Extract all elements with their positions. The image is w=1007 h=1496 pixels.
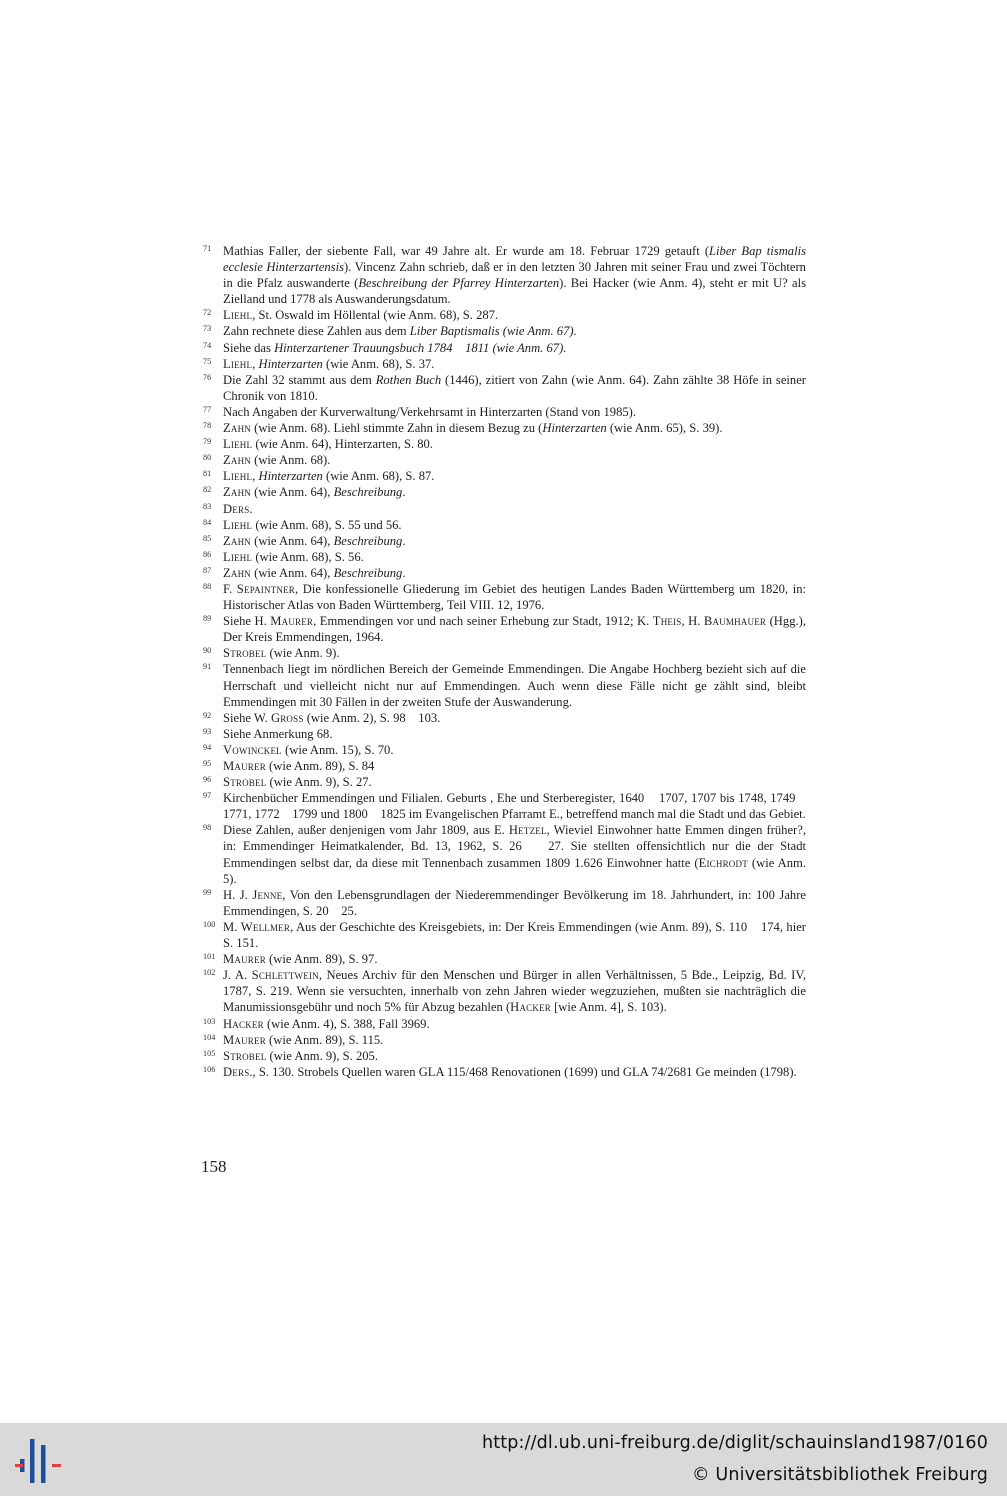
footnote-74 [203, 340, 806, 356]
footnote-text: Ders., S. 130. Strobels Quellen waren GLA 115/468 Renovationen (1699) und GLA 74/2681 Ge meinden (1798). [223, 1064, 797, 1079]
footnote-80 [203, 452, 806, 468]
footnote-number: 105 [203, 1048, 216, 1058]
footnote-72 [203, 307, 806, 323]
footnote-104 [203, 1032, 806, 1048]
footnote-text: Vowinckel (wie Anm. 15), S. 70. [223, 742, 394, 757]
footnote-text: Siehe Anmerkung 68. [223, 726, 333, 741]
footnotes-list [203, 243, 806, 1080]
footnote-number: 93 [203, 726, 212, 736]
footnote-text: Zahn (wie Anm. 64), Beschreibung. [223, 565, 406, 580]
footnote-text: Liehl (wie Anm. 64), Hinterzarten, S. 80. [223, 437, 434, 452]
footnote-71 [203, 243, 806, 307]
footnote-97 [203, 790, 806, 822]
footnote-number: 71 [203, 244, 212, 253]
footnote-88 [203, 581, 806, 613]
footnote-number: 86 [203, 549, 212, 559]
footnote-number: 79 [203, 437, 212, 447]
copyright-text: © Universitätsbibliothek Freiburg [692, 1465, 988, 1485]
footnote-text: Zahn rechnete diese Zahlen aus dem Liber Baptismalis (wie Anm. 67). [223, 324, 577, 339]
footnote-text: Diese Zahlen, außer denjenigen vom Jahr 1809, aus E. Hetzel, Wieviel Einwohner hatte Emmen dingen früher?, in: Emmendinger Heimatkalender, Bd. 13, 1962, S. 26 27. Sie stellten offensichtlich nur die der Stadt Emmendingen selbst dar, da diese mit Tennenbach zusammen 1809 1.626 Einwohner hatte (Eichrodt (wie Anm. 5). [223, 823, 806, 886]
footnote-text: Liehl, Hinterzarten (wie Anm. 68), S. 87. [223, 469, 435, 484]
footnote-106 [203, 1064, 806, 1080]
footnote-number: 98 [203, 823, 212, 833]
footnote-86 [203, 549, 806, 565]
footnote-text: Mathias Faller, der siebente Fall, war 49 Jahre alt. Er wurde am 18. Februar 1729 getauft (Liber Bap tismalis ecclesie Hinterzartensis). Vincenz Zahn schrieb, daß er in den letzten 30 Jahren mit seiner Frau und zwei Töchtern in die Pfalz auswanderte (Beschreibung der Pfarrey Hinterzarten). Bei Hacker (wie Anm. 4), steht er mit U? als Zielland und 1778 als Auswanderungsdatum. [223, 244, 806, 307]
footnote-number: 87 [203, 565, 212, 575]
footnote-text: M. Wellmer, Aus der Geschichte des Kreisgebiets, in: Der Kreis Emmendingen (wie Anm. 89), S. 110 174, hier S. 151. [223, 919, 806, 951]
footnote-number: 99 [203, 887, 212, 897]
footnote-76 [203, 372, 806, 404]
footnote-number: 96 [203, 775, 212, 785]
footnote-number: 83 [203, 501, 212, 511]
footnote-87 [203, 565, 806, 581]
ub-freiburg-logo-icon [12, 1435, 64, 1487]
footnote-number: 73 [203, 324, 212, 334]
footnote-75 [203, 356, 806, 372]
footnote-number: 74 [203, 340, 212, 350]
footnote-text: Hacker (wie Anm. 4), S. 388, Fall 3969. [223, 1016, 430, 1031]
footnote-91 [203, 661, 806, 709]
footnote-text: Siehe das Hinterzartener Trauungsbuch 1784 1811 (wie Anm. 67). [223, 340, 567, 355]
footnote-98 [203, 822, 806, 886]
footnote-102 [203, 967, 806, 1015]
footnote-number: 88 [203, 581, 212, 591]
footnote-99 [203, 887, 806, 919]
footnote-text: Maurer (wie Anm. 89), S. 84 [223, 759, 375, 773]
footnote-number: 104 [203, 1032, 216, 1042]
footnote-text: Zahn (wie Anm. 64), Beschreibung. [223, 485, 406, 500]
footnote-number: 92 [203, 710, 212, 720]
footnote-number: 72 [203, 308, 212, 318]
page-number: 158 [201, 1157, 227, 1176]
footnote-number: 106 [203, 1064, 216, 1074]
footnote-text: Ders. [223, 501, 253, 516]
footnote-text: Kirchenbücher Emmendingen und Filialen. Geburts , Ehe und Sterberegister, 1640 1707, 1707 bis 1748, 1749 1771, 1772 1799 und 1800 1825 im Evangelischen Pfarramt E., betreffend manch mal die Stadt und das Gebiet. [223, 791, 806, 822]
footnote-number: 76 [203, 372, 212, 382]
footnote-73 [203, 323, 806, 339]
footnote-text: Strobel (wie Anm. 9), S. 27. [223, 775, 372, 790]
footnote-number: 78 [203, 421, 212, 431]
footnote-number: 101 [203, 952, 216, 962]
footnote-105 [203, 1048, 806, 1064]
footnote-number: 102 [203, 968, 216, 978]
footnote-number: 95 [203, 759, 212, 768]
footnote-number: 90 [203, 646, 212, 656]
footnote-number: 84 [203, 517, 212, 527]
footnote-text: Zahn (wie Anm. 68). [223, 453, 331, 468]
footnote-89 [203, 613, 806, 645]
footnote-93 [203, 726, 806, 742]
footnote-90 [203, 645, 806, 661]
footnote-text: Nach Angaben der Kurverwaltung/Verkehrsamt in Hinterzarten (Stand von 1985). [223, 404, 637, 419]
footnote-text: Strobel (wie Anm. 9). [223, 646, 340, 661]
footnote-text: Liehl (wie Anm. 68), S. 55 und 56. [223, 517, 402, 532]
footnote-number: 103 [203, 1016, 216, 1026]
footnote-82 [203, 484, 806, 500]
footnote-text: Maurer (wie Anm. 89), S. 97. [223, 952, 378, 967]
footnote-number: 75 [203, 356, 212, 366]
footnote-text: Maurer (wie Anm. 89), S. 115. [223, 1032, 384, 1047]
footnote-text: Liehl, Hinterzarten (wie Anm. 68), S. 37. [223, 356, 435, 371]
footer-bar [0, 1423, 1007, 1496]
footnote-text: Zahn (wie Anm. 68). Liehl stimmte Zahn in diesem Bezug zu (Hinterzarten (wie Anm. 65), S. 39). [223, 421, 723, 436]
footnote-text: Zahn (wie Anm. 64), Beschreibung. [223, 533, 406, 548]
footnote-83 [203, 501, 806, 517]
footnote-text: Siehe W. Gross (wie Anm. 2), S. 98 103. [223, 710, 441, 725]
footnote-101 [203, 951, 806, 967]
footnote-94 [203, 742, 806, 758]
footnote-number: 82 [203, 485, 212, 495]
footnote-number: 80 [203, 453, 212, 463]
footnote-77 [203, 404, 806, 420]
footnote-text: Liehl, St. Oswald im Höllental (wie Anm. 68), S. 287. [223, 308, 499, 323]
footnote-number: 100 [203, 919, 216, 929]
footnote-text: Siehe H. Maurer, Emmendingen vor und nach seiner Erhebung zur Stadt, 1912; K. Theis, H. Baumhauer (Hgg.), Der Kreis Emmendingen, 1964. [223, 614, 806, 645]
footnote-number: 94 [203, 742, 212, 752]
footnote-text: J. A. Schlettwein, Neues Archiv für den Menschen und Bürger in allen Verhältnissen, 5 Bde., Leipzig, Bd. IV, 1787, S. 219. Wenn sie versuchten, innerhalb von zehn Jahren wieder wegzuziehen, mußten sie nachträglich die Manumissionsgebühr und noch 5% für Abzug bezahlen (Hacker [wie Anm. 4], S. 103). [223, 968, 806, 1015]
footnote-85 [203, 533, 806, 549]
footnote-96 [203, 774, 806, 790]
footnote-number: 81 [203, 469, 212, 479]
footnote-text: Strobel (wie Anm. 9), S. 205. [223, 1048, 378, 1063]
footnote-number: 91 [203, 662, 212, 672]
footnote-81 [203, 468, 806, 484]
document-url-link[interactable]: http://dl.ub.uni-freiburg.de/diglit/schauinsland1987/0160 [482, 1433, 988, 1453]
footnote-text: Die Zahl 32 stammt aus dem Rothen Buch (1446), zitiert von Zahn (wie Anm. 64). Zahn zählte 38 Höfe in seiner Chronik von 1810. [223, 372, 806, 403]
footnote-79 [203, 436, 806, 452]
footnote-number: 77 [203, 404, 212, 414]
footnote-95 [203, 758, 806, 774]
footnote-100 [203, 919, 806, 951]
footnote-78 [203, 420, 806, 436]
footnote-92 [203, 710, 806, 726]
footnote-text: Liehl (wie Anm. 68), S. 56. [223, 549, 364, 564]
footnote-text: Tennenbach liegt im nördlichen Bereich der Gemeinde Emmendingen. Die Angabe Hochberg bezieht sich auf die Herrschaft und vielleicht nicht nur auf Emmendingen. Auch wenn diese Fälle nicht ge zählt sind, bleibt Emmendingen mit 30 Fällen in der zweiten Stufe der Auswanderung. [223, 662, 806, 709]
footnote-number: 89 [203, 614, 212, 624]
footnote-text: F. Sepaintner, Die konfessionelle Gliederung im Gebiet des heutigen Landes Baden Württemberg um 1820, in: Historischer Atlas von Baden Württemberg, Teil VIII. 12, 1976. [223, 581, 807, 613]
footnote-103 [203, 1016, 806, 1032]
footnote-84 [203, 517, 806, 533]
footnote-text: H. J. Jenne, Von den Lebensgrundlagen der Niederemmendinger Bevölkerung im 18. Jahrhundert, in: 100 Jahre Emmendingen, S. 20 25. [223, 887, 806, 918]
footnote-number: 85 [203, 533, 212, 543]
footnote-number: 97 [203, 791, 212, 801]
